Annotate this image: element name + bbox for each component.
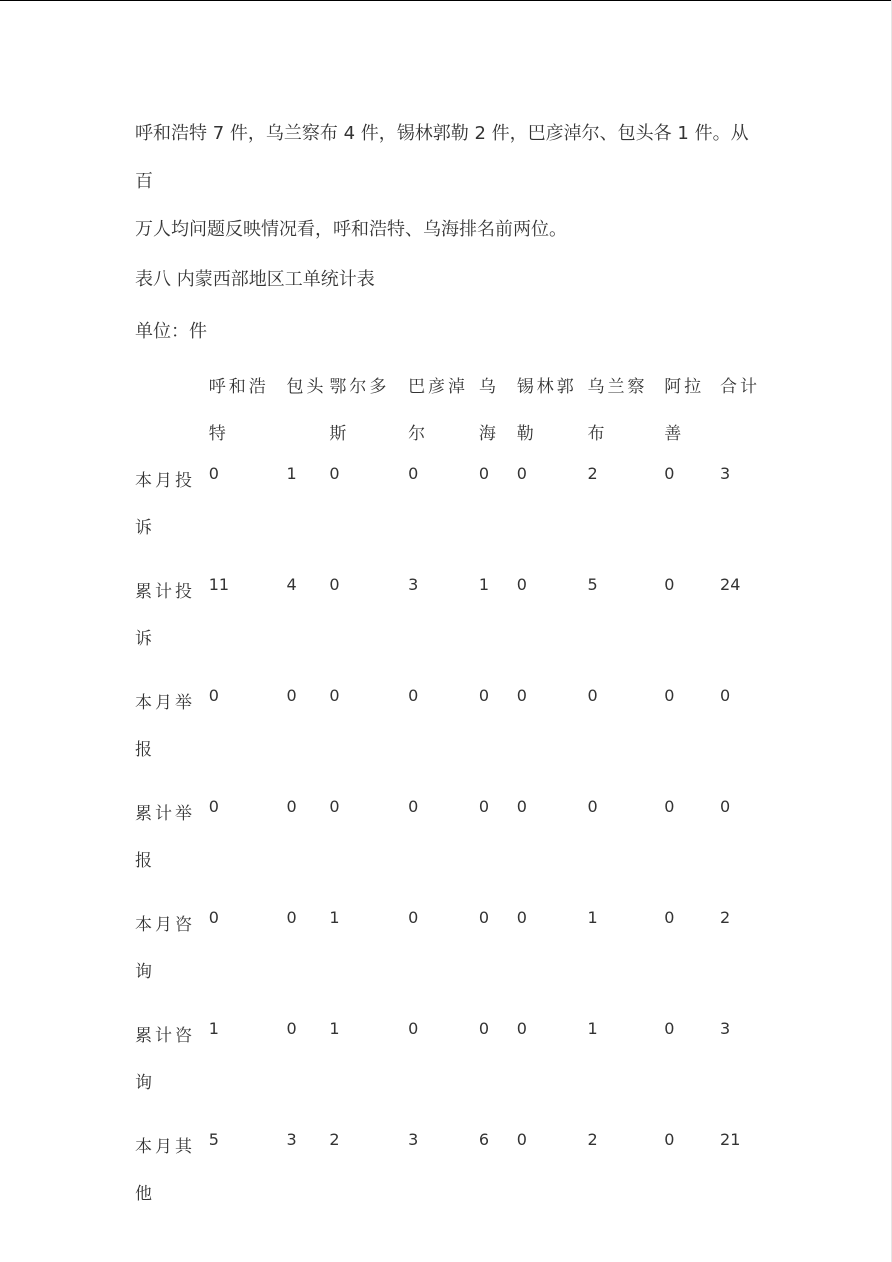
table-cell: 1: [329, 908, 340, 927]
table-cell: 3: [286, 1130, 297, 1149]
table-cell: 0: [664, 686, 675, 705]
table-cell: 3: [720, 464, 731, 483]
table-cell: 0: [408, 464, 419, 483]
table-cell: 0: [720, 797, 731, 816]
table-cell: 0: [516, 908, 527, 927]
row-label: 累计投诉: [135, 582, 195, 649]
paragraph-line-1: 呼和浩特 7 件，乌兰察布 4 件，锡林郭勒 2 件，巴彦淖尔、包头各 1 件。从百: [135, 123, 749, 192]
column-header: 巴彦淖尔: [408, 377, 469, 444]
table-cell: 0: [408, 908, 419, 927]
table-cell: 0: [516, 575, 527, 594]
table-cell: 5: [587, 575, 598, 594]
table-row: [135, 680, 760, 791]
table-cell: 1: [587, 1019, 598, 1038]
table-cell: 0: [664, 1130, 675, 1149]
table-cell: 3: [408, 575, 419, 594]
table-cell: 0: [664, 575, 675, 594]
table-cell: 0: [208, 686, 219, 705]
stats-table: [135, 364, 760, 1235]
table-cell: 0: [329, 797, 340, 816]
column-header: 乌海: [478, 377, 499, 444]
table-cell: 1: [286, 464, 297, 483]
table-cell: 0: [664, 797, 675, 816]
table-cell: 0: [478, 686, 489, 705]
table-cell: 0: [720, 686, 731, 705]
column-header: 乌兰察布: [587, 377, 648, 444]
table-row: [135, 458, 760, 569]
table-cell: 2: [329, 1130, 340, 1149]
table-cell: 0: [208, 464, 219, 483]
table-cell: 0: [587, 797, 598, 816]
table-cell: 0: [208, 797, 219, 816]
table-cell: 0: [286, 1019, 297, 1038]
table-cell: 0: [664, 1019, 675, 1038]
table-cell: 0: [587, 686, 598, 705]
table-cell: 3: [720, 1019, 731, 1038]
table-cell: 0: [286, 797, 297, 816]
table-cell: 0: [516, 1130, 527, 1149]
table-cell: 0: [664, 464, 675, 483]
table-unit: 单位：件: [135, 321, 207, 342]
table-cell: 0: [516, 464, 527, 483]
table-cell: 0: [516, 1019, 527, 1038]
table-row: [135, 791, 760, 902]
row-label: 本月咨询: [135, 915, 195, 982]
column-header: 锡林郭勒: [516, 377, 577, 444]
table-cell: 1: [329, 1019, 340, 1038]
row-label: 本月其他: [135, 1137, 195, 1204]
table-cell: 11: [208, 575, 230, 594]
column-header: 呼和浩特: [208, 377, 269, 444]
table-cell: 0: [478, 464, 489, 483]
table-row: [135, 902, 760, 1013]
table-cell: 0: [664, 908, 675, 927]
table-cell: 1: [478, 575, 489, 594]
table-row: [135, 1124, 760, 1235]
table-cell: 2: [720, 908, 731, 927]
row-label: 本月投诉: [135, 471, 195, 538]
table-cell: 0: [329, 686, 340, 705]
table-cell: 1: [208, 1019, 219, 1038]
table-row: [135, 569, 760, 680]
table-cell: 24: [720, 575, 741, 594]
table-cell: 0: [478, 797, 489, 816]
table-cell: 3: [408, 1130, 419, 1149]
column-header: 合计: [720, 377, 761, 397]
table-cell: 0: [408, 797, 419, 816]
table-cell: 0: [516, 686, 527, 705]
document-page: [135, 110, 760, 1235]
table-cell: 0: [208, 908, 219, 927]
table-cell: 0: [329, 575, 340, 594]
row-label: 本月举报: [135, 693, 195, 760]
row-label: 累计举报: [135, 804, 195, 871]
table-cell: 5: [208, 1130, 219, 1149]
table-cell: 0: [329, 464, 340, 483]
table-cell: 0: [408, 1019, 419, 1038]
table-cell: 2: [587, 1130, 598, 1149]
paragraph-line-2: 万人均问题反映情况看，呼和浩特、乌海排名前两位。: [135, 219, 567, 240]
table-cell: 0: [516, 797, 527, 816]
row-label: 累计咨询: [135, 1026, 195, 1093]
table-cell: 0: [408, 686, 419, 705]
page-top-border: [0, 0, 892, 1]
table-cell: 0: [478, 908, 489, 927]
table-cell: 1: [587, 908, 598, 927]
table-cell: 4: [286, 575, 297, 594]
table-cell: 0: [286, 686, 297, 705]
table-header-row: [135, 364, 760, 458]
column-header: 鄂尔多斯: [329, 377, 390, 444]
table-row: [135, 1013, 760, 1124]
column-header: 包头: [286, 377, 327, 397]
header-corner: [135, 364, 209, 458]
table-caption: 表八 内蒙西部地区工单统计表: [135, 269, 375, 290]
table-cell: 21: [720, 1130, 741, 1149]
table-cell: 2: [587, 464, 598, 483]
column-header: 阿拉善: [664, 377, 705, 444]
table-cell: 0: [478, 1019, 489, 1038]
table-cell: 0: [286, 908, 297, 927]
table-cell: 6: [478, 1130, 489, 1149]
